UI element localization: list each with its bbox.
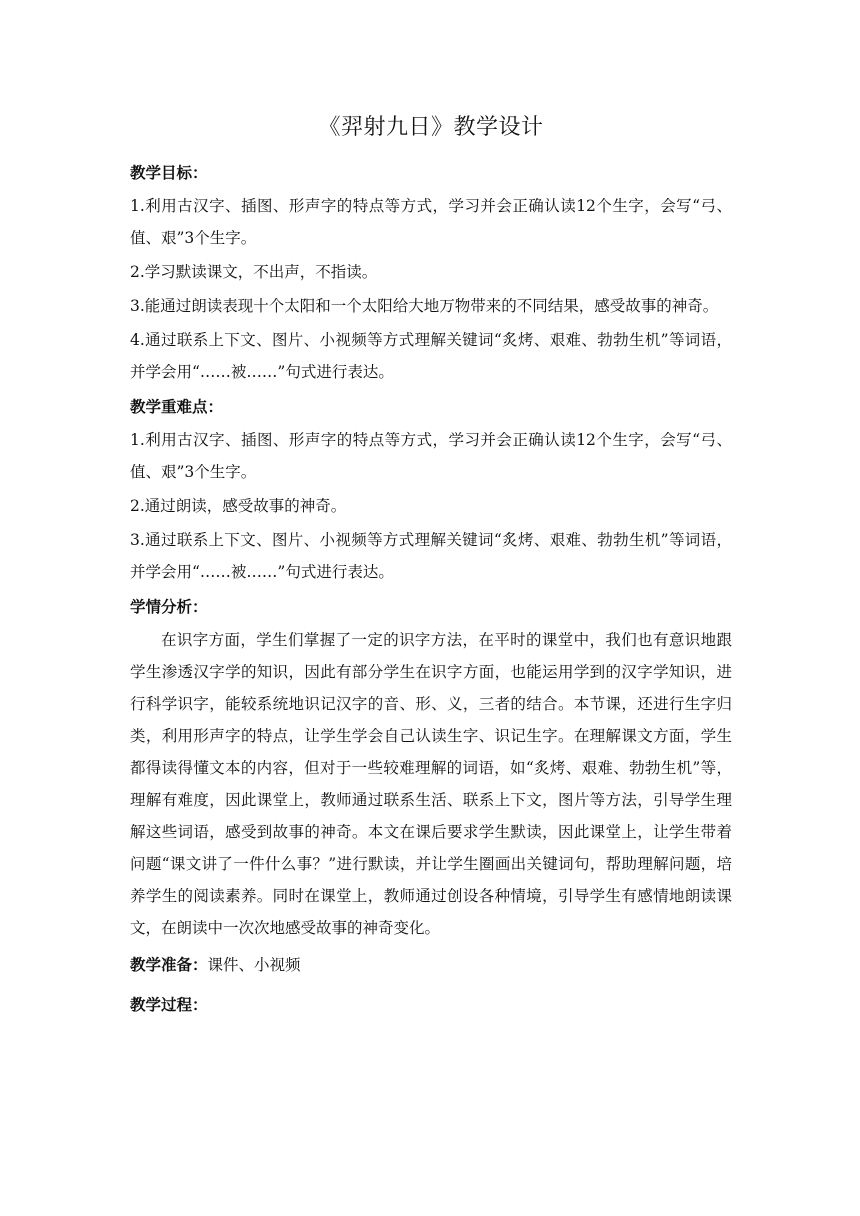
- goal-item: 4.通过联系上下文、图片、小视频等方式理解关键词“炙烤、艰难、勃勃生机”等词语，并学会用“……被……”句式进行表达。: [130, 331, 732, 381]
- preparation-label: 教学准备：: [130, 956, 208, 974]
- key-point-item: 3.通过联系上下文、图片、小视频等方式理解关键词“炙烤、艰难、勃勃生机”等词语，并学会用“……被……”句式进行表达。: [130, 531, 732, 581]
- key-points-section: [130, 390, 732, 588]
- goal-item: 1.利用古汉字、插图、形声字的特点等方式，学习并会正确认读12个生字，会写“弓、值、艰”3个生字。: [130, 197, 732, 247]
- document-page: [130, 112, 732, 1022]
- key-point-item: 2.通过朗读，感受故事的神奇。: [130, 497, 347, 515]
- goals-heading: 教学目标：: [130, 164, 208, 182]
- analysis-section: [130, 590, 732, 944]
- goals-section: [130, 156, 732, 388]
- goal-item: 2.学习默读课文，不出声，不指读。: [130, 263, 378, 281]
- key-point-item: 1.利用古汉字、插图、形声字的特点等方式，学习并会正确认读12个生字，会写“弓、值、艰”3个生字。: [130, 431, 732, 481]
- goal-item: 3.能通过朗读表现十个太阳和一个太阳给大地万物带来的不同结果，感受故事的神奇。: [130, 297, 719, 315]
- preparation-row: [130, 948, 732, 982]
- preparation-value: 课件、小视频: [207, 956, 301, 974]
- document-title: 《羿射九日》教学设计: [318, 115, 544, 140]
- process-heading: 教学过程：: [130, 996, 208, 1014]
- analysis-heading: 学情分析：: [130, 598, 208, 616]
- analysis-paragraph: 在识字方面，学生们掌握了一定的识字方法，在平时的课堂中，我们也有意识地跟学生渗透汉字学的知识，因此有部分学生在识字方面，也能运用学到的汉字学知识，进行科学识字，能较系统地识记汉字的音、形、义，三者的结合。本节课，还进行生字归类，利用形声字的特点，让学生学会自己认读生字、识记生字。在理解课文方面，学生都得读得懂文本的内容，但对于一些较难理解的词语，如“炙烤、艰难、勃勃生机”等，理解有难度，因此课堂上，教师通过联系生活、联系上下文，图片等方法，引导学生理解这些词语，感受到故事的神奇。本文在课后要求学生默读，因此课堂上，让学生带着问题“课文讲了一件什么事？”进行默读，并让学生圈画出关键词句，帮助理解问题，培养学生的阅读素养。同时在课堂上，教师通过创设各种情境，引导学生有感情地朗读课文，在朗读中一次次地感受故事的神奇变化。: [130, 631, 732, 937]
- key-points-heading: 教学重难点：: [130, 398, 224, 416]
